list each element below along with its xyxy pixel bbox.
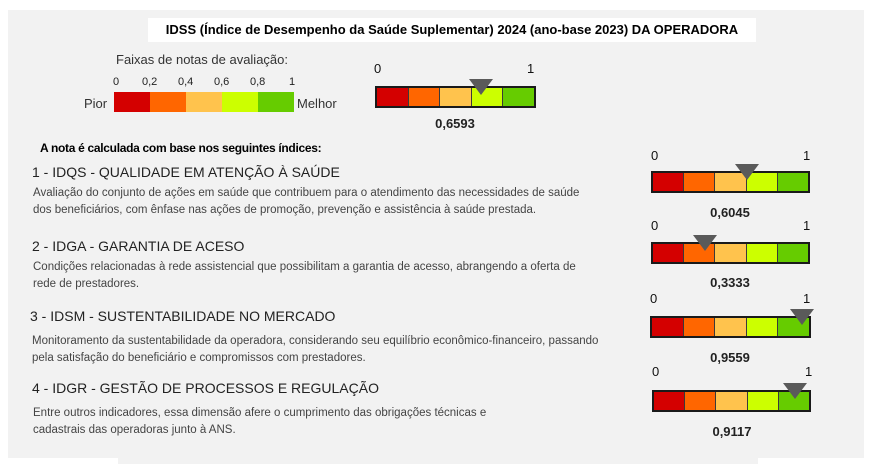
legend-tick-3: 0,6 (214, 76, 230, 88)
legend-tick-5: 1 (289, 76, 296, 88)
gauge-segment (502, 88, 534, 106)
legend-worst-label: Pior (84, 96, 108, 111)
desc-line: rede de prestadores. (33, 278, 140, 290)
gauge-segment (715, 392, 746, 410)
legend-segment (114, 92, 150, 112)
idga-gauge-pointer-icon (693, 235, 717, 251)
desc-line: Condições relacionadas à rede assistencial que possibilitam a garantia de acesso, abrangendo a oferta de (33, 261, 576, 273)
gauge-segment (653, 173, 683, 191)
idqs-gauge (651, 171, 810, 193)
idga-gauge-max: 1 (803, 218, 811, 233)
gauge-segment (408, 88, 440, 106)
idgr-gauge-min: 0 (652, 364, 660, 379)
gauge-segment (746, 244, 777, 262)
desc-line: cadastrais das operadoras junto à ANS. (33, 424, 236, 436)
legend-segment (186, 92, 222, 112)
idsm-score: 0,9559 (710, 350, 750, 365)
index-desc-idgr (33, 405, 486, 439)
idgr-gauge-max: 1 (805, 364, 813, 379)
overall-gauge (375, 86, 536, 108)
index-desc-idga (33, 259, 576, 293)
legend-tick-0: 0 (113, 76, 120, 88)
legend-segment (222, 92, 258, 112)
calc-heading: A nota é calculada com base nos seguintes índices: (40, 141, 322, 155)
index-title-idga: 2 - IDGA - GARANTIA DE ACESO (32, 238, 245, 254)
idqs-score: 0,6045 (710, 205, 750, 220)
index-title-idqs: 1 - IDQS - QUALIDADE EM ATENÇÃO À SAÚDE (32, 164, 340, 180)
gauge-segment (439, 88, 471, 106)
bottom-strip (118, 458, 758, 464)
gauge-segment (747, 392, 778, 410)
gauge-segment (714, 244, 745, 262)
idga-gauge-min: 0 (651, 218, 659, 233)
gauge-segment (714, 318, 746, 336)
gauge-segment (683, 173, 714, 191)
gauge-segment (777, 173, 808, 191)
legend-color-bar (114, 92, 294, 112)
index-desc-idqs (33, 185, 579, 219)
gauge-segment (377, 88, 408, 106)
gauge-segment (684, 392, 715, 410)
index-title-idgr: 4 - IDGR - GESTÃO DE PROCESSOS E REGULAÇÃO (32, 380, 379, 396)
overall-gauge-pointer-icon (469, 79, 493, 95)
legend-tick-2: 0,4 (178, 76, 194, 88)
gauge-segment (653, 244, 683, 262)
idqs-gauge-max: 1 (803, 148, 811, 163)
legend-tick-1: 0,2 (142, 76, 158, 88)
idga-gauge (651, 242, 810, 264)
gauge-segment (683, 318, 715, 336)
desc-line: pela satisfação do beneficiário e compromissos com prestadores. (32, 352, 366, 364)
desc-line: Avaliação do conjunto de ações em saúde que contribuem para o atendimento das necessidades de saúde (33, 187, 580, 199)
desc-line: Entre outros indicadores, essa dimensão afere o cumprimento das obrigações técnicas e (33, 407, 487, 419)
idqs-gauge-pointer-icon (735, 164, 759, 180)
page-title: IDSS (Índice de Desempenho da Saúde Suplementar) 2024 (ano-base 2023) DA OPERADORA (165, 22, 739, 37)
gauge-segment (654, 392, 684, 410)
idqs-gauge-min: 0 (651, 148, 659, 163)
overall-gauge-min: 0 (374, 61, 382, 76)
idsm-gauge-pointer-icon (790, 309, 814, 325)
overall-gauge-max: 1 (527, 61, 535, 76)
idgr-gauge-pointer-icon (783, 383, 807, 399)
gauge-segment (746, 318, 778, 336)
legend-label: Faixas de notas de avaliação: (116, 52, 288, 67)
legend-best-label: Melhor (297, 96, 337, 111)
idsm-gauge-max: 1 (803, 291, 811, 306)
legend-tick-4: 0,8 (250, 76, 266, 88)
legend-segment (258, 92, 294, 112)
idsm-gauge (650, 316, 811, 338)
overall-score: 0,6593 (435, 116, 475, 131)
desc-line: dos beneficiários, com ênfase nas ações de promoção, prevenção e assistência à saúde prestada. (33, 204, 537, 216)
desc-line: Monitoramento da sustentabilidade da operadora, considerando seu equilíbrio econômico-financeiro, passando (32, 335, 599, 347)
gauge-segment (652, 318, 683, 336)
idgr-score: 0,9117 (712, 424, 752, 439)
legend-segment (150, 92, 186, 112)
idsm-gauge-min: 0 (650, 291, 658, 306)
index-title-idsm: 3 - IDSM - SUSTENTABILIDADE NO MERCADO (30, 308, 336, 324)
index-desc-idsm (32, 333, 598, 367)
idga-score: 0,3333 (710, 275, 750, 290)
gauge-segment (777, 244, 808, 262)
